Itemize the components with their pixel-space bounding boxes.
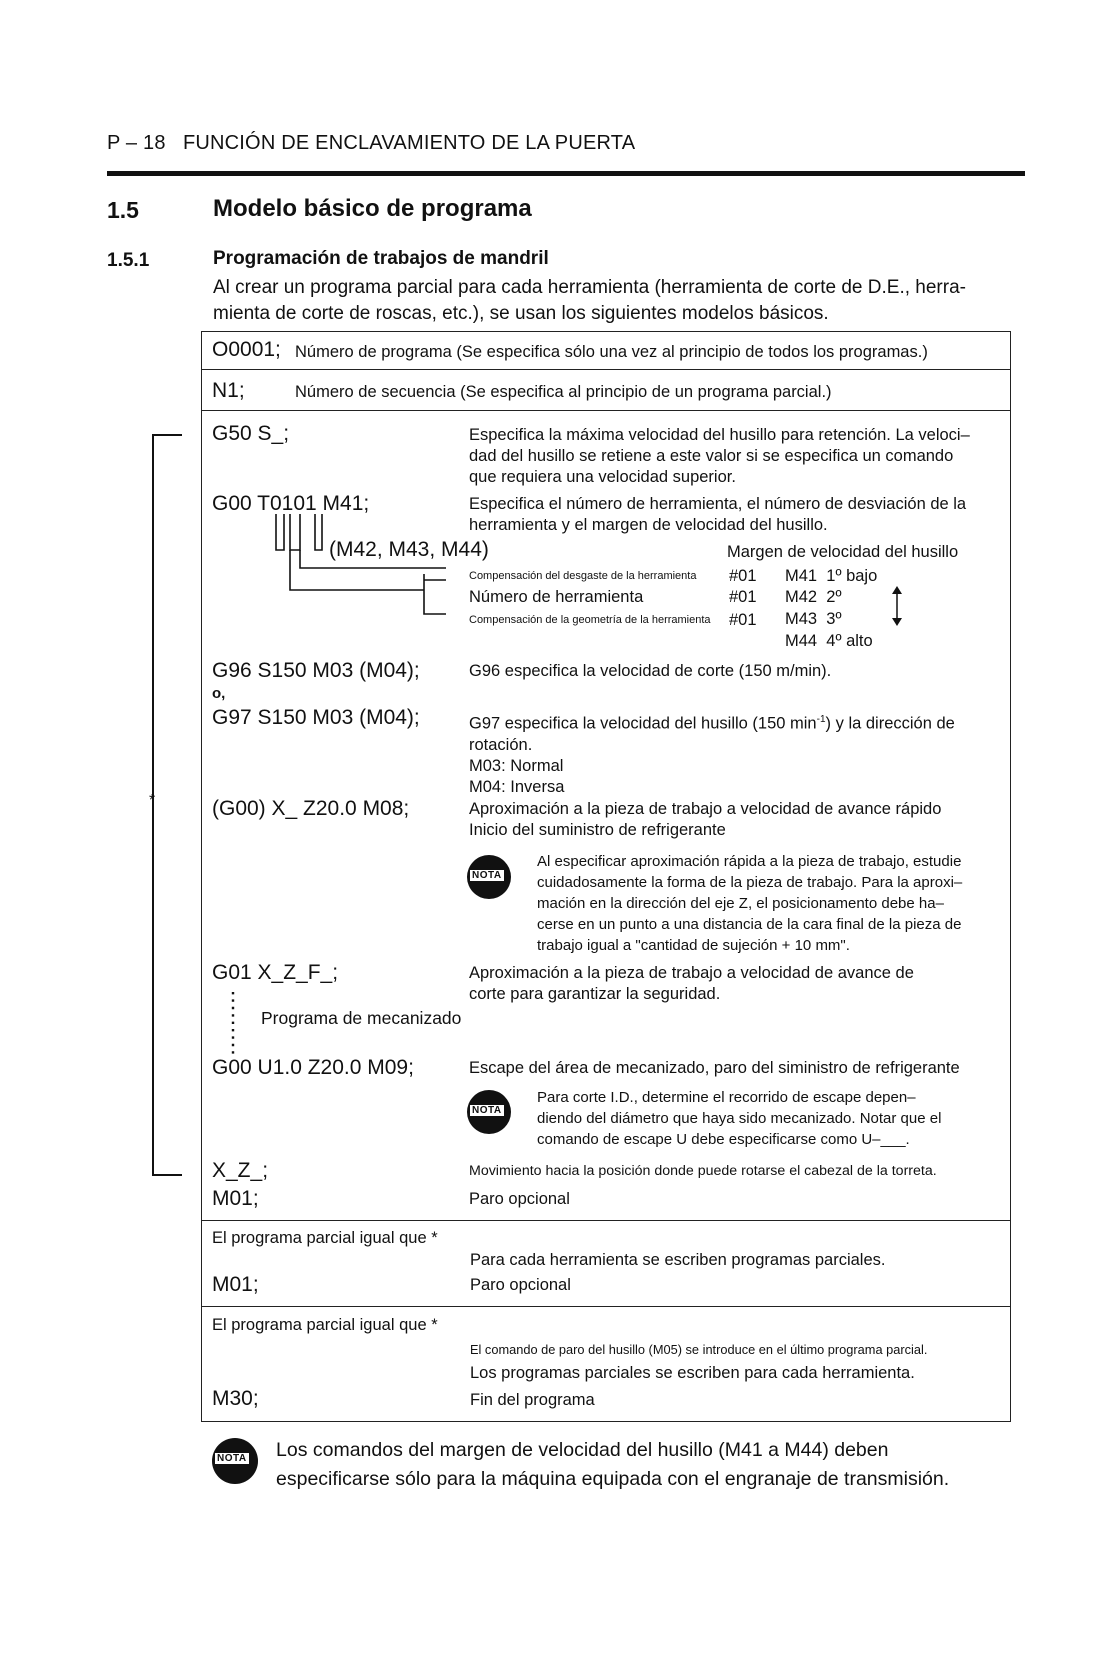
- desc-line: herramienta y el margen de velocidad del husillo.: [469, 516, 828, 534]
- block3-code: M30;: [212, 1387, 259, 1410]
- m04-line: M04: Inversa: [469, 777, 565, 796]
- desc-part: ) y la dirección de: [825, 714, 955, 733]
- note-line: Al especificar aproximación rápida a la pieza de trabajo, estudie: [537, 853, 962, 870]
- g00-tool-desc: [469, 494, 966, 536]
- note-line: comando de escape U debe especificarse como U–___.: [537, 1131, 910, 1148]
- sequence-number-desc: Número de secuencia (Se especifica al principio de un programa parcial.): [295, 383, 832, 401]
- xz-code: X_Z_;: [212, 1159, 269, 1182]
- subsection-number: 1.5.1: [107, 250, 150, 271]
- gear-code: M41: [785, 567, 818, 585]
- geometry-offset-num: #01: [729, 611, 757, 629]
- gear-code: M44: [785, 632, 818, 650]
- desc-line: dad del husillo se retiene a este valor si se especifica un comando: [469, 447, 954, 465]
- gear-range-arrow-icon: [890, 584, 904, 628]
- margin-asterisk: *: [149, 792, 156, 809]
- note2-text: [537, 1087, 941, 1150]
- desc-line: Inicio del suministro de refrigerante: [469, 821, 726, 839]
- program-number-code: O0001;: [212, 338, 281, 361]
- note-line: trabajo igual a "cantidad de sujeción + 10 mm".: [537, 937, 850, 954]
- m03-line: M03: Normal: [469, 756, 564, 775]
- g00-tool-code: G00 T0101 M41;: [212, 492, 370, 515]
- section-number: 1.5: [107, 197, 139, 223]
- note-line: cerse en un punto a una distancia de la cara final de la pieza de: [537, 916, 962, 933]
- g00-escape-code: G00 U1.0 Z20.0 M09;: [212, 1056, 414, 1079]
- block2-desc: Para cada herramienta se escriben programas parciales.: [470, 1251, 886, 1269]
- desc-line: Especifica el número de herramienta, el número de desviación de la: [469, 495, 967, 513]
- note1-text: [537, 851, 962, 956]
- geometry-offset-label: Compensación de la geometría de la herramienta: [469, 614, 711, 626]
- desc-line: [469, 709, 955, 735]
- block2-title: El programa parcial igual que *: [212, 1229, 438, 1247]
- block2-code: M01;: [212, 1273, 259, 1296]
- bracket-bottom: [152, 1174, 182, 1176]
- gear-label: 3º: [826, 610, 842, 628]
- g00-approach-code: (G00) X_ Z20.0 M08;: [212, 797, 410, 820]
- footnote-text: [276, 1436, 949, 1494]
- desc-line: que requiera una velocidad superior.: [469, 468, 736, 486]
- sequence-number-code: N1;: [212, 379, 245, 402]
- alt-gear-codes: (M42, M43, M44): [329, 538, 489, 561]
- tool-number-num: #01: [729, 588, 757, 606]
- note-line: mación en la dirección del eje Z, el posicionamento debe ha–: [537, 895, 944, 912]
- g00-escape-desc: Escape del área de mecanizado, paro del siministro de refrigerante: [469, 1059, 960, 1077]
- tool-code-breakdown-lines: [270, 510, 460, 640]
- dotted-continuation-icon: [229, 990, 237, 1056]
- g50-code: G50 S_;: [212, 422, 290, 445]
- header-title: FUNCIÓN DE ENCLAVAMIENTO DE LA PUERTA: [182, 132, 636, 154]
- desc-line: rotación.: [469, 735, 533, 754]
- wear-offset-label: Compensación del desgaste de la herramienta: [469, 570, 697, 582]
- gear-m44: [785, 631, 873, 652]
- desc-line: corte para garantizar la seguridad.: [469, 985, 721, 1003]
- footnote-line: Los comandos del margen de velocidad del husillo (M41 a M44) deben: [276, 1439, 889, 1461]
- block3-desc2: Los programas parciales se escriben para cada herramienta.: [470, 1364, 915, 1382]
- program-number-desc: Número de programa (Se especifica sólo una vez al principio de todos los programas.): [295, 343, 928, 361]
- program-number-row: [201, 331, 1011, 370]
- gear-label: 4º alto: [826, 632, 873, 650]
- m01-code: M01;: [212, 1187, 259, 1210]
- gear-m41: [785, 566, 877, 587]
- note-icon: [467, 855, 511, 899]
- g97-desc: [469, 709, 955, 798]
- g96-code: G96 S150 M03 (M04);: [212, 659, 420, 682]
- note-icon: [467, 1090, 511, 1134]
- gear-label: 2º: [826, 588, 842, 606]
- g97-code: G97 S150 M03 (M04);: [212, 706, 420, 729]
- gear-code: M43: [785, 610, 818, 628]
- block3-code-desc: Fin del programa: [470, 1391, 595, 1409]
- block3-desc1: El comando de paro del husillo (M05) se introduce en el último programa parcial.: [470, 1342, 928, 1357]
- xz-desc: Movimiento hacia la posición donde puede rotarse el cabezal de la torreta.: [469, 1163, 937, 1179]
- desc-line: Aproximación a la pieza de trabajo a velocidad de avance de: [469, 964, 914, 982]
- intro-text: [213, 275, 1023, 327]
- gear-m43: [785, 609, 841, 630]
- g00-approach-desc: [469, 799, 941, 841]
- bracket-top: [152, 434, 182, 436]
- page-header: [107, 132, 635, 155]
- desc-line: Aproximación a la pieza de trabajo a velocidad de avance rápido: [469, 800, 942, 818]
- gear-code: M42: [785, 588, 818, 606]
- or-text: o,: [212, 685, 226, 702]
- gear-label: 1º bajo: [826, 567, 878, 585]
- note-icon-label: NOTA: [469, 869, 505, 882]
- desc-line: Especifica la máxima velocidad del husillo para retención. La veloci–: [469, 426, 970, 444]
- block3-title: El programa parcial igual que *: [212, 1316, 438, 1334]
- note-icon: [212, 1438, 258, 1484]
- g01-code: G01 X_Z_F_;: [212, 961, 339, 984]
- superscript: -1: [816, 714, 826, 725]
- note-icon-label: NOTA: [214, 1452, 250, 1465]
- note-line: cuidadosamente la forma de la pieza de trabajo. Para la aproxi–: [537, 874, 963, 891]
- gear-m42: [785, 587, 841, 608]
- note-line: diendo del diámetro que haya sido mecanizado. Notar que el: [537, 1110, 942, 1127]
- sequence-number-row: [201, 369, 1011, 411]
- g01-desc: [469, 963, 914, 1005]
- header-rule: [107, 171, 1025, 176]
- desc-part: G97 especifica la velocidad del husillo (150 min: [469, 714, 817, 733]
- block2-code-desc: Paro opcional: [470, 1276, 571, 1294]
- tool-number-label: Número de herramienta: [469, 588, 644, 606]
- page-ref: P – 18: [107, 132, 166, 154]
- g50-desc: [469, 425, 970, 488]
- subsection-title: Programación de trabajos de mandril: [213, 248, 549, 269]
- section-title: Modelo básico de programa: [213, 195, 532, 222]
- partial-program-block-2: [201, 1220, 1011, 1307]
- wear-offset-num: #01: [729, 567, 757, 585]
- g96-desc: G96 especifica la velocidad de corte (150 m/min).: [469, 662, 832, 680]
- machining-program-label: Programa de mecanizado: [261, 1008, 462, 1028]
- m01-desc: Paro opcional: [469, 1190, 570, 1208]
- partial-program-block-3: [201, 1306, 1011, 1422]
- footnote-line: especificarse sólo para la máquina equipada con el engranaje de transmisión.: [276, 1468, 950, 1490]
- intro-line: Al crear un programa parcial para cada herramienta (herramienta de corte de D.E., herra-: [213, 277, 966, 298]
- range-title: Margen de velocidad del husillo: [727, 543, 959, 561]
- intro-line: mienta de corte de roscas, etc.), se usan los siguientes modelos básicos.: [213, 303, 829, 324]
- note-line: Para corte I.D., determine el recorrido de escape depen–: [537, 1089, 916, 1106]
- note-icon-label: NOTA: [469, 1104, 505, 1117]
